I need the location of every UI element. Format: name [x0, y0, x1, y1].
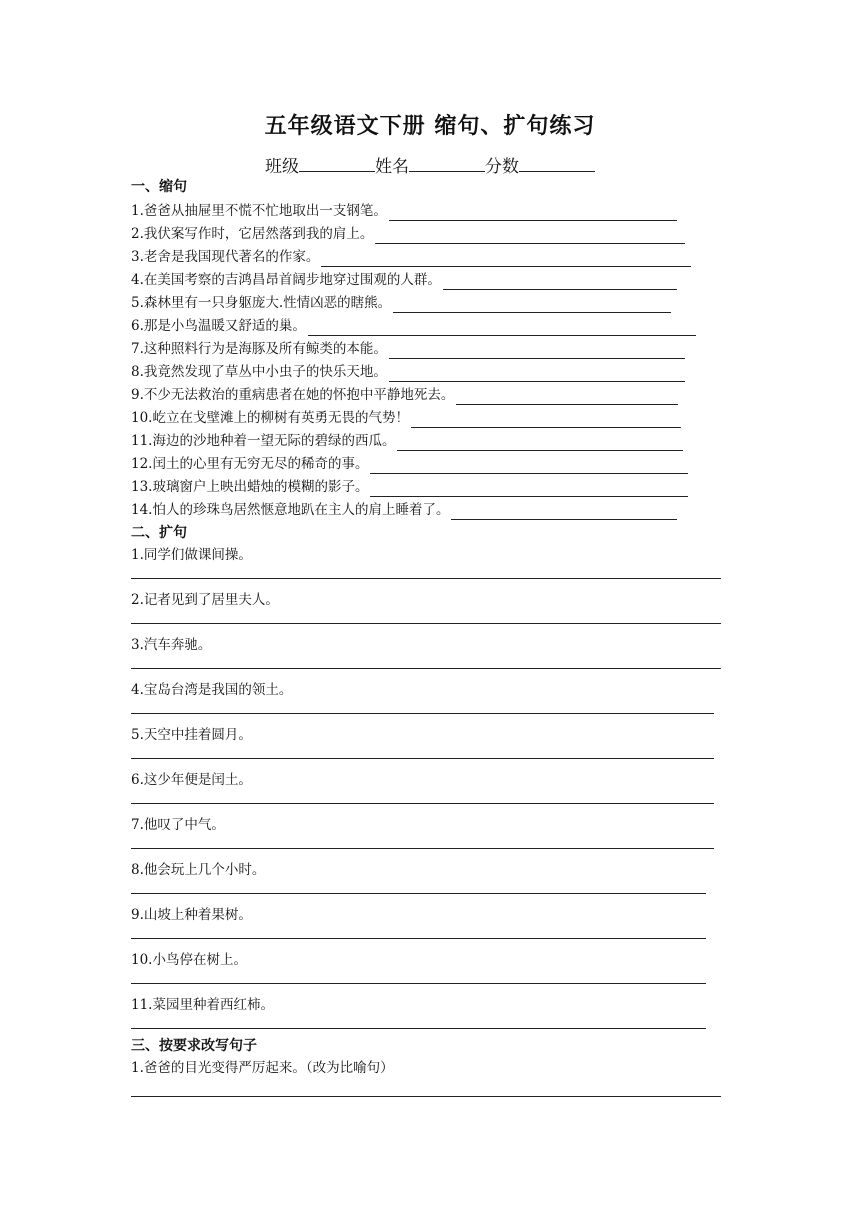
answer-blank[interactable] — [443, 275, 677, 290]
condense-item — [131, 362, 685, 382]
question-text: 9.不少无法救治的重病患者在她的怀抱中平静地死去。 — [131, 387, 455, 403]
question-text: 5.森林里有一只身躯庞大.性情凶恶的瞎熊。 — [131, 295, 392, 311]
expand-item: 8.他会玩上几个小时。 — [131, 862, 266, 878]
section-heading-condense: 一、缩句 — [131, 179, 187, 195]
condense-item — [131, 500, 677, 520]
answer-blank[interactable] — [411, 413, 681, 428]
name-blank[interactable] — [409, 153, 485, 172]
name-label: 姓名 — [375, 157, 409, 177]
score-blank[interactable] — [519, 153, 595, 172]
question-text: 10.屹立在戈壁滩上的柳树有英勇无畏的气势！ — [131, 410, 409, 426]
answer-blank[interactable] — [375, 229, 685, 244]
answer-line[interactable] — [131, 1096, 721, 1097]
answer-blank[interactable] — [389, 367, 685, 382]
condense-item — [131, 477, 688, 497]
question-text: 13.玻璃窗户上映出蜡烛的模糊的影子。 — [131, 479, 369, 495]
condense-item — [131, 385, 678, 405]
expand-item: 5.天空中挂着圆月。 — [131, 727, 252, 743]
expand-item: 1.同学们做课间操。 — [131, 547, 252, 563]
answer-line[interactable] — [131, 758, 714, 759]
answer-line[interactable] — [131, 848, 714, 849]
answer-line[interactable] — [131, 983, 706, 984]
expand-item: 10.小鸟停在树上。 — [131, 952, 247, 968]
answer-blank[interactable] — [456, 390, 678, 405]
question-text: 2.我伏案写作时，它居然落到我的肩上。 — [131, 226, 374, 242]
condense-item — [131, 224, 685, 244]
answer-blank[interactable] — [321, 252, 691, 267]
answer-line[interactable] — [131, 578, 721, 579]
rewrite-item: 1.爸爸的目光变得严厉起来。（改为比喻句） — [131, 1060, 394, 1076]
answer-line[interactable] — [131, 1028, 706, 1029]
expand-item: 9.山坡上种着果树。 — [131, 907, 252, 923]
answer-blank[interactable] — [370, 459, 688, 474]
page-title: 五年级语文下册 缩句、扩句练习 — [264, 114, 596, 139]
answer-blank[interactable] — [370, 482, 688, 497]
answer-blank[interactable] — [451, 505, 677, 520]
condense-item — [131, 293, 671, 313]
question-text: 12.闰土的心里有无穷无尽的稀奇的事。 — [131, 456, 369, 472]
question-text: 1.爸爸从抽屉里不慌不忙地取出一支钢笔。 — [131, 203, 387, 219]
answer-blank[interactable] — [397, 436, 683, 451]
answer-line[interactable] — [131, 938, 706, 939]
answer-line[interactable] — [131, 893, 706, 894]
answer-blank[interactable] — [389, 344, 685, 359]
condense-item — [131, 247, 691, 267]
expand-item: 4.宝岛台湾是我国的领土。 — [131, 682, 293, 698]
question-text: 7.这种照料行为是海豚及所有鲸类的本能。 — [131, 341, 387, 357]
student-info-line — [0, 153, 860, 179]
class-label: 班级 — [265, 157, 299, 177]
answer-blank[interactable] — [308, 321, 696, 336]
condense-item — [131, 316, 696, 336]
condense-item — [131, 201, 677, 221]
answer-line[interactable] — [131, 803, 714, 804]
expand-item: 3.汽车奔驰。 — [131, 637, 212, 653]
condense-item — [131, 454, 688, 474]
condense-item — [131, 339, 685, 359]
expand-item: 11.菜园里种着西红柿。 — [131, 997, 274, 1013]
expand-item: 2.记者见到了居里夫人。 — [131, 592, 279, 608]
question-text: 6.那是小鸟温暖又舒适的巢。 — [131, 318, 306, 334]
answer-line[interactable] — [131, 623, 721, 624]
expand-item: 6.这少年便是闰土。 — [131, 772, 252, 788]
condense-item — [131, 408, 681, 428]
class-blank[interactable] — [299, 153, 375, 172]
section-heading-rewrite: 三、按要求改写句子 — [131, 1038, 257, 1054]
question-text: 8.我竟然发现了草丛中小虫子的快乐天地。 — [131, 364, 387, 380]
question-text: 11.海边的沙地种着一望无际的碧绿的西瓜。 — [131, 433, 396, 449]
score-label: 分数 — [485, 157, 519, 177]
answer-line[interactable] — [131, 713, 714, 714]
condense-item — [131, 431, 683, 451]
question-text: 4.在美国考察的吉鸿昌昂首阔步地穿过围观的人群。 — [131, 272, 441, 288]
answer-blank[interactable] — [389, 206, 677, 221]
question-text: 3.老舍是我国现代著名的作家。 — [131, 249, 320, 265]
expand-item: 7.他叹了中气。 — [131, 817, 225, 833]
answer-line[interactable] — [131, 668, 721, 669]
section-heading-expand: 二、扩句 — [131, 525, 187, 541]
answer-blank[interactable] — [393, 298, 671, 313]
condense-item — [131, 270, 677, 290]
question-text: 14.怕人的珍珠鸟居然惬意地趴在主人的肩上睡着了。 — [131, 502, 450, 518]
